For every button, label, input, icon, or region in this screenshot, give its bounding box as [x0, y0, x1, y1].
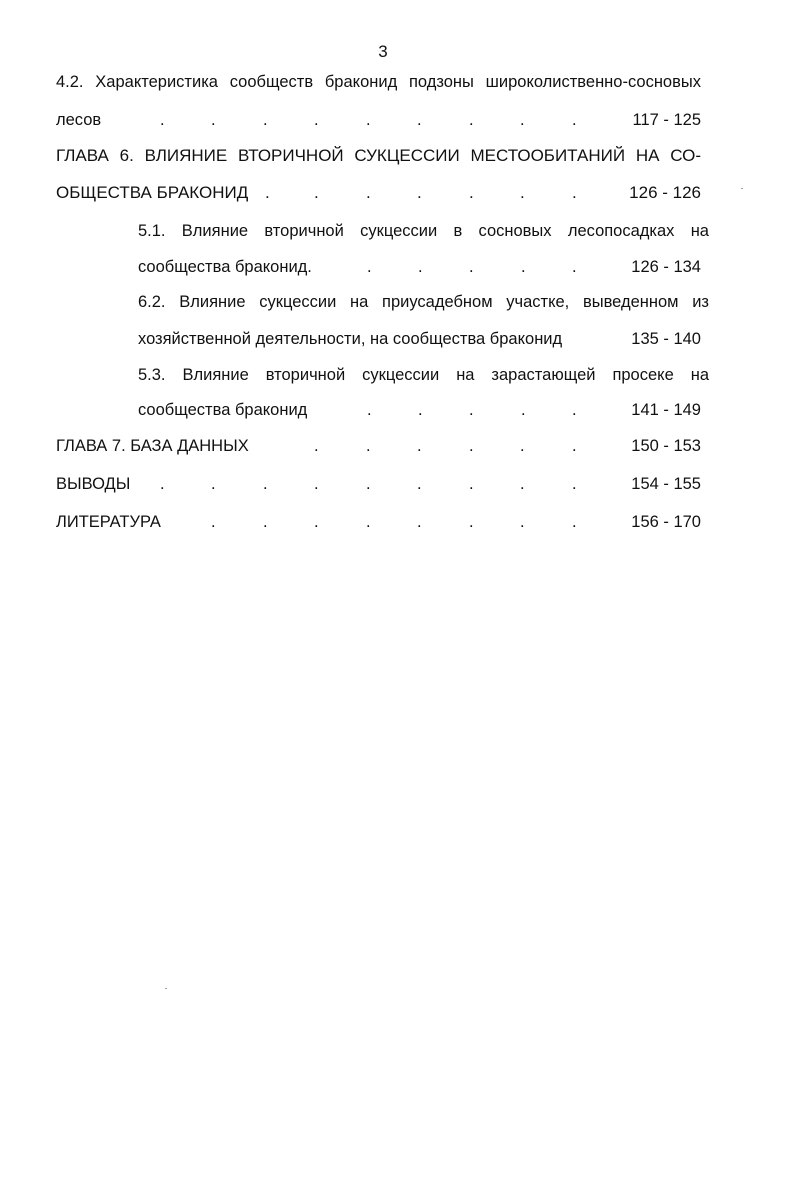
- leader-dot: .: [572, 401, 577, 419]
- toc-page-range: 141 - 149: [631, 401, 701, 419]
- leader-dot: .: [366, 183, 371, 202]
- leader-dot: .: [417, 513, 422, 531]
- leader-dot: .: [160, 475, 165, 493]
- toc-chapter-6-line2: [56, 181, 701, 205]
- leader-dot: .: [521, 258, 526, 276]
- leader-dot: .: [417, 475, 422, 493]
- toc-page-range: 126 - 126: [629, 183, 701, 202]
- toc-literature: [56, 510, 701, 534]
- toc-section-5-3-line2: [138, 398, 701, 422]
- leader-dot: .: [417, 183, 422, 202]
- toc-entry-title: сообщества браконид: [138, 401, 308, 419]
- toc-page-range: 154 - 155: [631, 475, 701, 493]
- leader-dot: .: [572, 111, 577, 129]
- leader-dot: .: [520, 475, 525, 493]
- leader-dot: .: [521, 401, 526, 419]
- toc-section-5-3-line1: 5.3. Влияние вторичной сукцессии на зарастающей просеке на: [138, 366, 709, 384]
- leader-dot: .: [418, 258, 423, 276]
- toc-page-range: 156 - 170: [631, 513, 701, 531]
- leader-dot: .: [314, 513, 319, 531]
- leader-dot: .: [367, 401, 372, 419]
- leader-dot: .: [417, 437, 422, 455]
- toc-entry-title: ОБЩЕСТВА БРАКОНИД: [56, 183, 249, 202]
- toc-section-5-1-line1: 5.1. Влияние вторичной сукцессии в сосновых лесопосадках на: [138, 222, 709, 240]
- leader-dot: .: [469, 401, 474, 419]
- leader-dot: .: [367, 258, 372, 276]
- leader-dot: .: [314, 437, 319, 455]
- leader-dot: .: [366, 111, 371, 129]
- leader-dot: .: [469, 513, 474, 531]
- leader-dot: .: [572, 183, 577, 202]
- leader-dot: .: [469, 475, 474, 493]
- leader-dot: .: [314, 183, 319, 202]
- leader-dot: .: [520, 183, 525, 202]
- leader-dot: .: [366, 437, 371, 455]
- leader-dot: .: [520, 111, 525, 129]
- toc-page-range: 126 - 134: [631, 258, 701, 276]
- leader-dot: .: [211, 513, 216, 531]
- leader-dot: .: [520, 513, 525, 531]
- leader-dot: .: [263, 111, 268, 129]
- toc-page-range: 135 - 140: [631, 330, 701, 348]
- leader-dot: .: [572, 475, 577, 493]
- leader-dot: .: [572, 437, 577, 455]
- leader-dot: .: [263, 513, 268, 531]
- leader-dot: .: [314, 475, 319, 493]
- leader-dot: .: [572, 258, 577, 276]
- leader-dot: .: [211, 475, 216, 493]
- leader-dot: .: [160, 111, 165, 129]
- leader-dot: .: [469, 258, 474, 276]
- toc-conclusions: [56, 472, 701, 496]
- leader-dot: .: [572, 513, 577, 531]
- toc-page-range: 150 - 153: [631, 437, 701, 455]
- leader-dot: .: [366, 513, 371, 531]
- leader-dot: .: [520, 437, 525, 455]
- leader-dot: .: [469, 437, 474, 455]
- leader-dot: .: [263, 475, 268, 493]
- toc-entry-title: лесов: [56, 111, 102, 129]
- toc-entry-title: сообщества браконид.: [138, 258, 312, 276]
- toc-entry-title: ГЛАВА 7. БАЗА ДАННЫХ: [56, 437, 249, 455]
- toc-chapter-7: [56, 434, 701, 458]
- scan-speck: [165, 988, 167, 989]
- leader-dot: .: [469, 111, 474, 129]
- toc-entry-title: ВЫВОДЫ: [56, 475, 131, 493]
- leader-dot: .: [314, 111, 319, 129]
- leader-dot: .: [417, 111, 422, 129]
- toc-entry-title: ЛИТЕРАТУРА: [56, 513, 161, 531]
- toc-section-6-2-line1: 6.2. Влияние сукцессии на приусадебном участке, выведенном из: [138, 293, 709, 311]
- toc-page-range: 117 - 125: [632, 111, 701, 129]
- page-number: 3: [378, 42, 388, 61]
- leader-dot: .: [418, 401, 423, 419]
- toc-entry-4-2-line2: [56, 108, 701, 132]
- toc-chapter-6-line1: ГЛАВА 6. ВЛИЯНИЕ ВТОРИЧНОЙ СУКЦЕССИИ МЕСТООБИТАНИЙ НА СО-: [56, 146, 701, 165]
- leader-dot: .: [366, 475, 371, 493]
- leader-dot: .: [469, 183, 474, 202]
- scan-speck: [741, 188, 743, 189]
- toc-section-5-1-line2: [138, 255, 701, 279]
- leader-dot: .: [211, 111, 216, 129]
- toc-section-6-2-line2: [138, 327, 701, 351]
- toc-entry-title: хозяйственной деятельности, на сообщества браконид: [138, 330, 563, 348]
- leader-dot: .: [265, 183, 270, 202]
- toc-entry-4-2-line1: 4.2. Характеристика сообществ браконид подзоны широколиственно-сосновых: [56, 73, 701, 91]
